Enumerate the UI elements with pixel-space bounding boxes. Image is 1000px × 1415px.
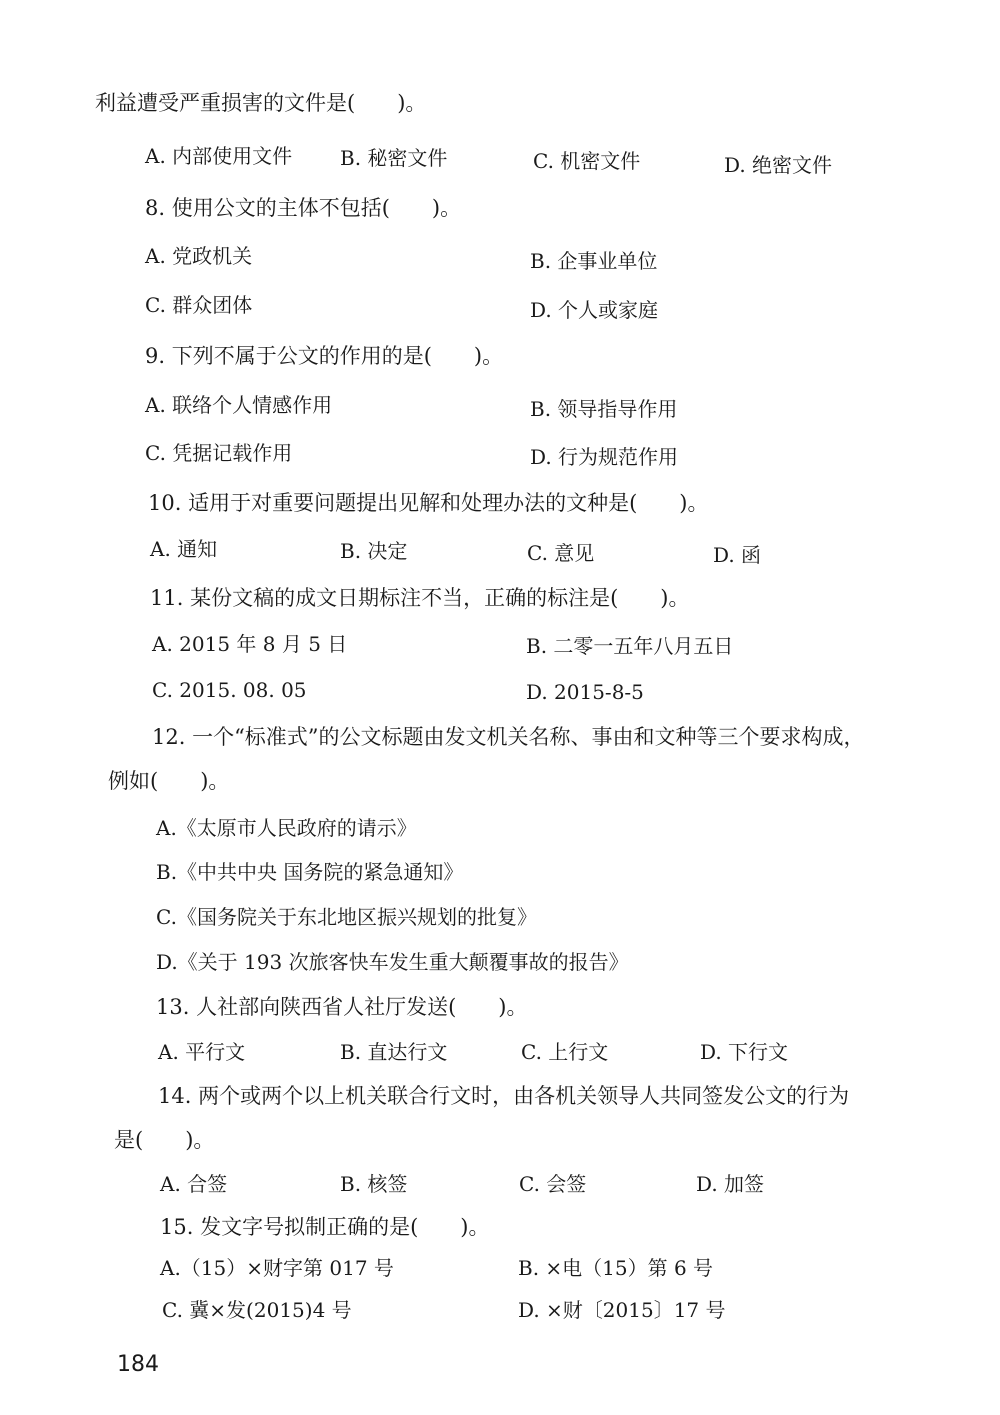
- q7-option-d: D. 绝密文件: [724, 153, 833, 177]
- q15-option-a: A.（15）×财字第 017 号: [160, 1256, 394, 1280]
- q9-option-b: B. 领导指导作用: [530, 397, 678, 421]
- q14-stem-line2: 是( )。: [114, 1128, 215, 1152]
- q8-option-b: B. 企事业单位: [530, 249, 658, 273]
- q12-option-d: D.《关于 193 次旅客快车发生重大颠覆事故的报告》: [156, 950, 629, 974]
- q7-option-c: C. 机密文件: [533, 149, 641, 173]
- q15-option-d: D. ×财〔2015〕17 号: [518, 1298, 726, 1322]
- q10-option-a: A. 通知: [150, 537, 218, 561]
- q13-stem: 13. 人社部向陕西省人社厅发送( )。: [156, 995, 528, 1019]
- q12-stem-line2: 例如( )。: [108, 769, 230, 793]
- q9-stem: 9. 下列不属于公文的作用的是( )。: [145, 344, 504, 368]
- q8-option-c: C. 群众团体: [145, 293, 253, 317]
- q7-continuation: 利益遭受严重损害的文件是( )。: [95, 91, 427, 115]
- q13-option-b: B. 直达行文: [340, 1040, 448, 1064]
- q15-option-b: B. ×电（15）第 6 号: [518, 1256, 714, 1280]
- q11-option-c: C. 2015. 08. 05: [152, 678, 307, 702]
- q8-option-d: D. 个人或家庭: [530, 298, 659, 322]
- q14-option-a: A. 合签: [160, 1172, 228, 1196]
- q13-option-d: D. 下行文: [700, 1040, 789, 1064]
- q14-option-d: D. 加签: [696, 1172, 765, 1196]
- q11-stem: 11. 某份文稿的成文日期标注不当，正确的标注是( )。: [150, 586, 690, 610]
- q12-option-a: A.《太原市人民政府的请示》: [156, 816, 417, 840]
- q14-option-c: C. 会签: [519, 1172, 587, 1196]
- q15-stem: 15. 发文字号拟制正确的是( )。: [160, 1215, 490, 1239]
- q9-option-c: C. 凭据记载作用: [145, 441, 293, 465]
- q10-option-c: C. 意见: [527, 541, 595, 565]
- q12-stem-line1: 12. 一个“标准式”的公文标题由发文机关名称、事由和文种等三个要求构成，: [152, 725, 865, 749]
- page-number: 184: [117, 1352, 159, 1377]
- q10-stem: 10. 适用于对重要问题提出见解和处理办法的文种是( )。: [148, 491, 709, 515]
- q8-option-a: A. 党政机关: [145, 244, 253, 268]
- q9-option-a: A. 联络个人情感作用: [145, 393, 333, 417]
- q10-option-b: B. 决定: [340, 539, 408, 563]
- q12-option-c: C.《国务院关于东北地区振兴规划的批复》: [156, 905, 537, 929]
- q7-option-a: A. 内部使用文件: [145, 144, 293, 168]
- q11-option-a: A. 2015 年 8 月 5 日: [152, 632, 348, 656]
- q8-stem: 8. 使用公文的主体不包括( )。: [145, 196, 462, 220]
- q7-option-b: B. 秘密文件: [340, 146, 448, 170]
- q13-option-a: A. 平行文: [158, 1040, 246, 1064]
- q12-option-b: B.《中共中央 国务院的紧急通知》: [156, 860, 464, 884]
- q10-option-d: D. 函: [713, 543, 762, 567]
- q14-stem-line1: 14. 两个或两个以上机关联合行文时，由各机关领导人共同签发公文的行为: [158, 1084, 850, 1108]
- q13-option-c: C. 上行文: [521, 1040, 609, 1064]
- q11-option-b: B. 二零一五年八月五日: [526, 634, 734, 658]
- q9-option-d: D. 行为规范作用: [530, 445, 679, 469]
- q11-option-d: D. 2015-8-5: [526, 680, 644, 704]
- q14-option-b: B. 核签: [340, 1172, 408, 1196]
- q15-option-c: C. 冀×发(2015)4 号: [162, 1298, 352, 1322]
